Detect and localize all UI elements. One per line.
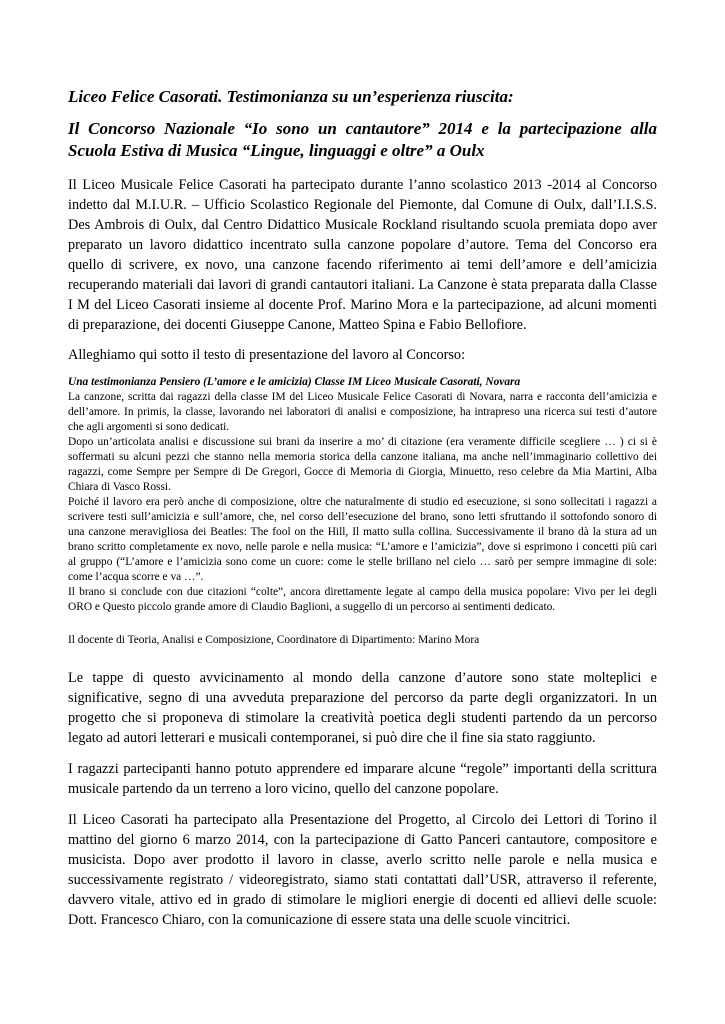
testimony-section (68, 375, 657, 648)
testimony-paragraph: Il brano si conclude con due citazioni “colte”, ancora direttamente legate al campo della musica popolare: Vivo per lei degli ORO e Questo piccolo grande amore di Claudio Baglioni, a suggello di un percorso ai sentimenti dedicato. (68, 586, 657, 613)
document-subtitle: Il Concorso Nazionale “Io sono un cantautore” 2014 e la partecipazione alla Scuola Estiva di Musica “Lingue, linguaggi e oltre” a Oulx (68, 119, 657, 160)
body-paragraph: I ragazzi partecipanti hanno potuto apprendere ed imparare alcune “regole” importanti della scrittura musicale partendo da un terreno a loro vicino, quello del canzone popolare. (68, 761, 657, 797)
document-title: Liceo Felice Casorati. Testimonianza su un’esperienza riuscita: (68, 87, 514, 106)
testimony-signature: Il docente di Teoria, Analisi e Composizione, Coordinatore di Dipartimento: Marino Mora (68, 634, 480, 646)
testimony-paragraph: Poiché il lavoro era però anche di composizione, oltre che naturalmente di studio ed esecuzione, si sono sollecitati i ragazzi a scrivere testi sull’amicizia e sull’amore, che, nel corso dell’esecuzione del brano, sono letti sfruttando il sottofondo sonoro di una canzone meravigliosa dei Beatles: The fool on the Hill, Il matto sulla collina. Successivamente il brano dà la stura ad un brano scritto completamente ex novo, nelle parole e nella musica: “L’amore e l’amicizia”, dove si esprimono i concetti più cari al gruppo (“L’amore e l’amicizia sono come un cuore: come le stelle brillano nel cielo … sarò per sempre immagine di sole: come l’acqua scorre e va …”. (68, 496, 657, 583)
body-paragraph: Le tappe di questo avvicinamento al mondo della canzone d’autore sono state molteplici e significative, segno di una avveduta preparazione del percorso da parte degli organizzatori. In un progetto che si proponeva di stimolare la creatività poetica degli studenti partendo da un percorso legato ad autori letterari e musicali contemporanei, si può dire che il fine sia stato raggiunto. (68, 670, 657, 746)
document-page (68, 86, 657, 941)
testimony-heading: Una testimonianza Pensiero (L’amore e le amicizia) Classe IM Liceo Musicale Casorati, Novara (68, 376, 521, 388)
intro-paragraph: Il Liceo Musicale Felice Casorati ha partecipato durante l’anno scolastico 2013 -2014 al Concorso indetto dal M.I.U.R. – Ufficio Scolastico Regionale del Piemonte, dal Comune di Oulx, dall’I.I.S.S. Des Ambrois di Oulx, dal Centro Didattico Musicale Rockland risultando scuola premiata dopo aver preparato un lavoro didattico incentrato sulla canzone popolare d’autore. Tema del Concorso era quello di scrivere, ex novo, una canzone facendo riferimento ai temi dell’amore e dell’amicizia recuperando materiali dai lavori di grandi cantautori italiani. La Canzone è stata preparata dalla Classe I M del Liceo Casorati insieme al docente Prof. Marino Mora e la partecipazione, ad alcuni momenti di preparazione, dei docenti Giuseppe Canone, Matteo Spina e Fabio Bellofiore. (68, 177, 657, 333)
body-paragraph: Il Liceo Casorati ha partecipato alla Presentazione del Progetto, al Circolo dei Lettori di Torino il mattino del giorno 6 marzo 2014, con la partecipazione di Gatto Panceri cantautore, compositore e musicista. Dopo aver prodotto il lavoro in classe, averlo scritto nelle parole e nella musica e successivamente registrato / videoregistrato, siamo stati contattati dall’USR, attraverso il referente, davvero vitale, attivo ed in grado di stimolare le migliori energie di docenti ed allievi delle scuole: Dott. Francesco Chiaro, con la comunicazione di essere stata una delle scuole vincitrici. (68, 812, 657, 928)
testimony-paragraph: La canzone, scritta dai ragazzi della classe IM del Liceo Musicale Felice Casorati di Novara, narra e racconta dell’amicizia e dell’amore. In primis, la classe, lavorando nei laboratori di analisi e composizione, ha intrapreso una ricerca sui testi d’autore che agli argomenti si sono dedicati. (68, 391, 657, 433)
testimony-paragraph: Dopo un’articolata analisi e discussione sui brani da inserire a mo’ di citazione (era veramente difficile scegliere … ) ci si è soffermati su alcuni pezzi che stanno nella memoria storica della canzone italiana, ma anche nell’immaginario collettivo dei ragazzi, come Sempre per Sempre di De Gregori, Gocce di Memoria di Giorgia, Minuetto, reso celebre da Mia Martini, Alba Chiara di Vasco Rossi. (68, 436, 657, 493)
attach-line: Alleghiamo qui sotto il testo di presentazione del lavoro al Concorso: (68, 347, 466, 363)
